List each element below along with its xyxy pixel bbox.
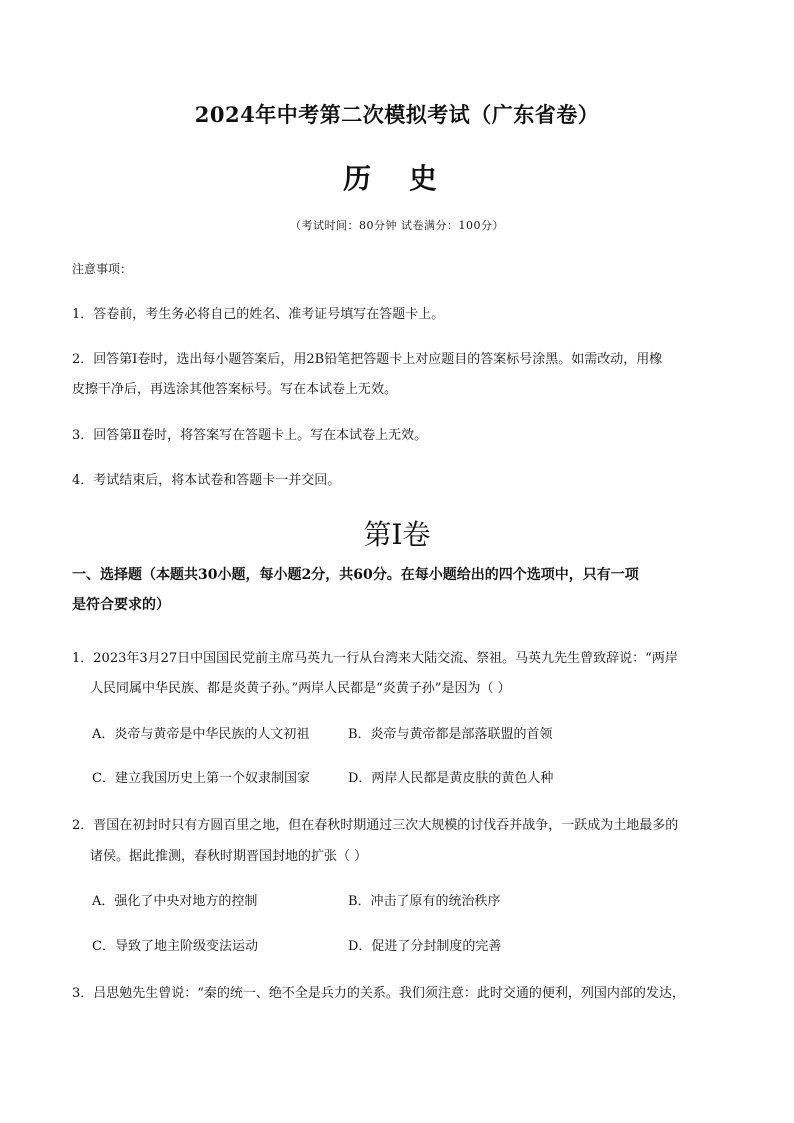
exam-title: 2024年中考第二次模拟考试（广东省卷）	[194, 102, 600, 127]
part-title: 第Ⅰ卷	[363, 518, 431, 551]
exam-info: （考试时间：80分钟 试卷满分：100分）	[290, 219, 504, 232]
notice-item: 3．回答第Ⅱ卷时，将答案写在答题卡上。写在本试卷上无效。	[72, 428, 428, 443]
subject-title: 历 史	[343, 162, 451, 195]
notice-heading: 注意事项：	[72, 262, 133, 276]
option-a: A．强化了中央对地方的控制	[92, 894, 258, 909]
question-stem-continuation: 人民同属中华民族、都是炎黄子孙。”两岸人民都是“炎黄子孙”是因为（ ）	[90, 681, 511, 696]
notice-item: 1．答卷前，考生务必将自己的姓名、准考证号填写在答题卡上。	[72, 307, 445, 322]
section-heading-continuation: 是符合要求的）	[72, 597, 170, 613]
option-a: A．炎帝与黄帝是中华民族的人文初祖	[92, 727, 310, 742]
option-c: C．建立我国历史上第一个奴隶制国家	[92, 771, 310, 786]
section-heading: 一、选择题（本题共30小题，每小题2分，共60分。在每小题给出的四个选项中，只有一项	[72, 567, 639, 583]
question-stem: 1．2023年3月27日中国国民党前主席马英九一行从台湾来大陆交流、祭祖。马英九先生曾致辞说：“两岸	[72, 651, 678, 666]
option-d: D．促进了分封制度的完善	[348, 939, 502, 954]
notice-item-continuation: 皮擦干净后，再选涂其他答案标号。写在本试卷上无效。	[72, 382, 398, 397]
option-b: B．炎帝与黄帝都是部落联盟的首领	[348, 727, 553, 742]
question-stem: 2．晋国在初封时只有方圆百里之地，但在春秋时期通过三次大规模的讨伐吞并战争，一跃成为土地最多的	[72, 818, 679, 833]
option-c: C．导致了地主阶级变法运动	[92, 939, 258, 954]
question-stem-continuation: 诸侯。据此推测，春秋时期晋国封地的扩张（ ）	[90, 849, 368, 864]
option-b: B．冲击了原有的统治秩序	[348, 894, 501, 909]
notice-item: 2．回答第Ⅰ卷时，选出每小题答案后，用2B铅笔把答题卡上对应题目的答案标号涂黑。如需改动，用橡	[72, 352, 663, 367]
option-d: D．两岸人民都是黄皮肤的黄色人种	[348, 771, 554, 786]
question-stem: 3．吕思勉先生曾说：“秦的统一、绝不全是兵力的关系。我们须注意：此时交通的便利，列国内部的发达，	[72, 986, 685, 1001]
notice-item: 4．考试结束后，将本试卷和答题卡一并交回。	[72, 473, 341, 488]
